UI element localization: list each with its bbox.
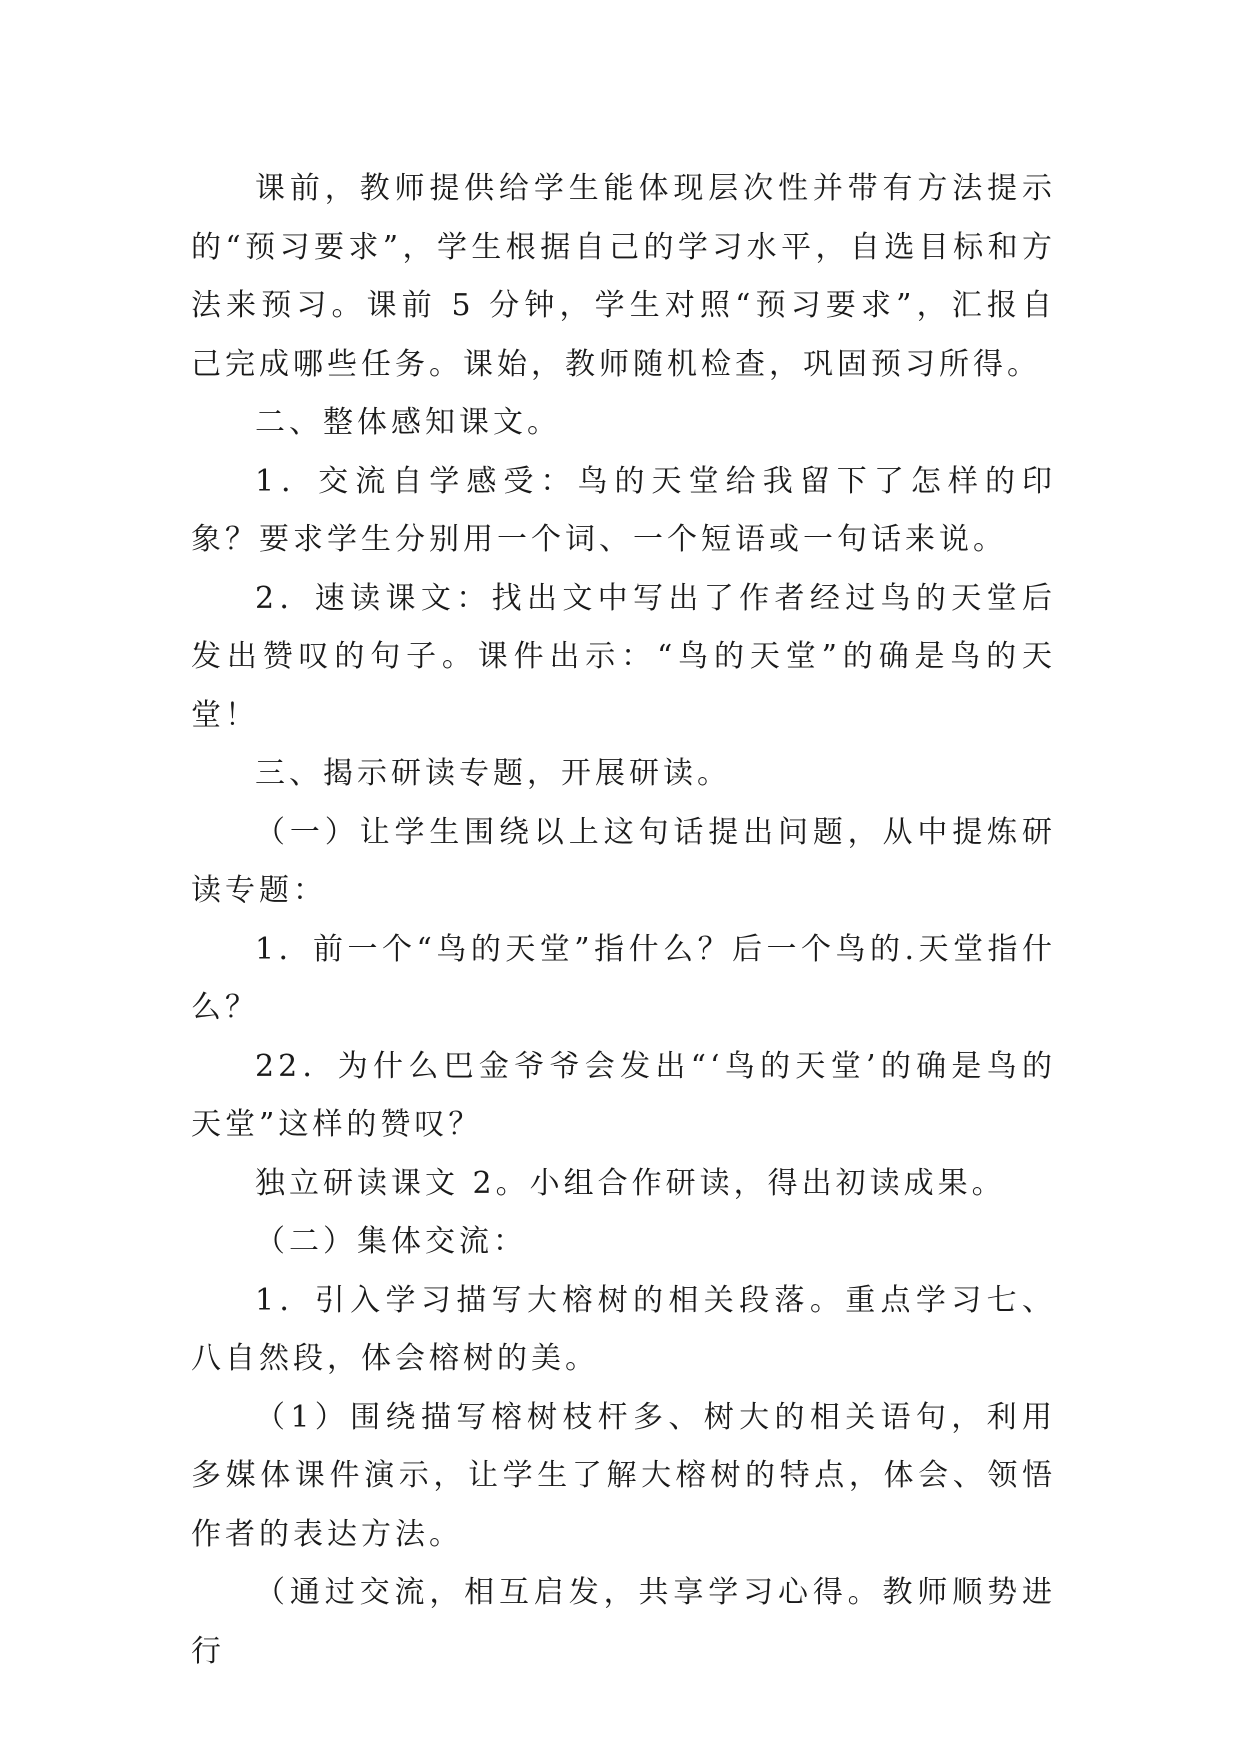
- subsection-heading-group-exchange: （二）集体交流：: [255, 1224, 527, 1259]
- paragraph-raise-questions: （一）让学生围绕以上这句话提出问题，从中提炼研读专题：: [191, 814, 1056, 908]
- paragraph-multimedia-demo: （1）围绕描写榕树枝杆多、树大的相关语句，利用多媒体课件演示，让学生了解大榕树的特点，体会、领悟作者的表达方法。: [191, 1399, 1056, 1552]
- paragraph-exchange-impressions: 1．交流自学感受：鸟的天堂给我留下了怎样的印象？要求学生分别用一个词、一个短语或一句话来说。: [191, 463, 1056, 557]
- section-heading-research-topics: 三、揭示研读专题，开展研读。: [255, 756, 731, 791]
- paragraph-speed-reading: 2．速读课文：找出文中写出了作者经过鸟的天堂后发出赞叹的句子。课件出示：“鸟的天堂”的确是鸟的天堂！: [191, 580, 1056, 733]
- document-body: [191, 160, 1056, 1681]
- paragraph-exchange-insights: （通过交流，相互启发，共享学习心得。教师顺势进行: [191, 1575, 1056, 1669]
- paragraph-independent-study: 独立研读课文 2。小组合作研读，得出初读成果。: [255, 1165, 1006, 1201]
- paragraph-question-one: 1．前一个“鸟的天堂”指什么？后一个鸟的.天堂指什么？: [191, 931, 1056, 1025]
- section-heading-overall-perception: 二、整体感知课文。: [255, 405, 561, 440]
- paragraph-banyan-paragraphs: 1．引入学习描写大榕树的相关段落。重点学习七、八自然段，体会榕树的美。: [191, 1282, 1056, 1376]
- paragraph-question-two: 22．为什么巴金爷爷会发出“‘鸟的天堂’的确是鸟的天堂”这样的赞叹？: [191, 1048, 1056, 1142]
- paragraph-preview-requirements: 课前，教师提供给学生能体现层次性并带有方法提示的“预习要求”，学生根据自己的学习水平，自选目标和方法来预习。课前 5 分钟，学生对照“预习要求”，汇报自己完成哪些任务。课始，教师随机检查，巩固预习所得。: [191, 171, 1056, 382]
